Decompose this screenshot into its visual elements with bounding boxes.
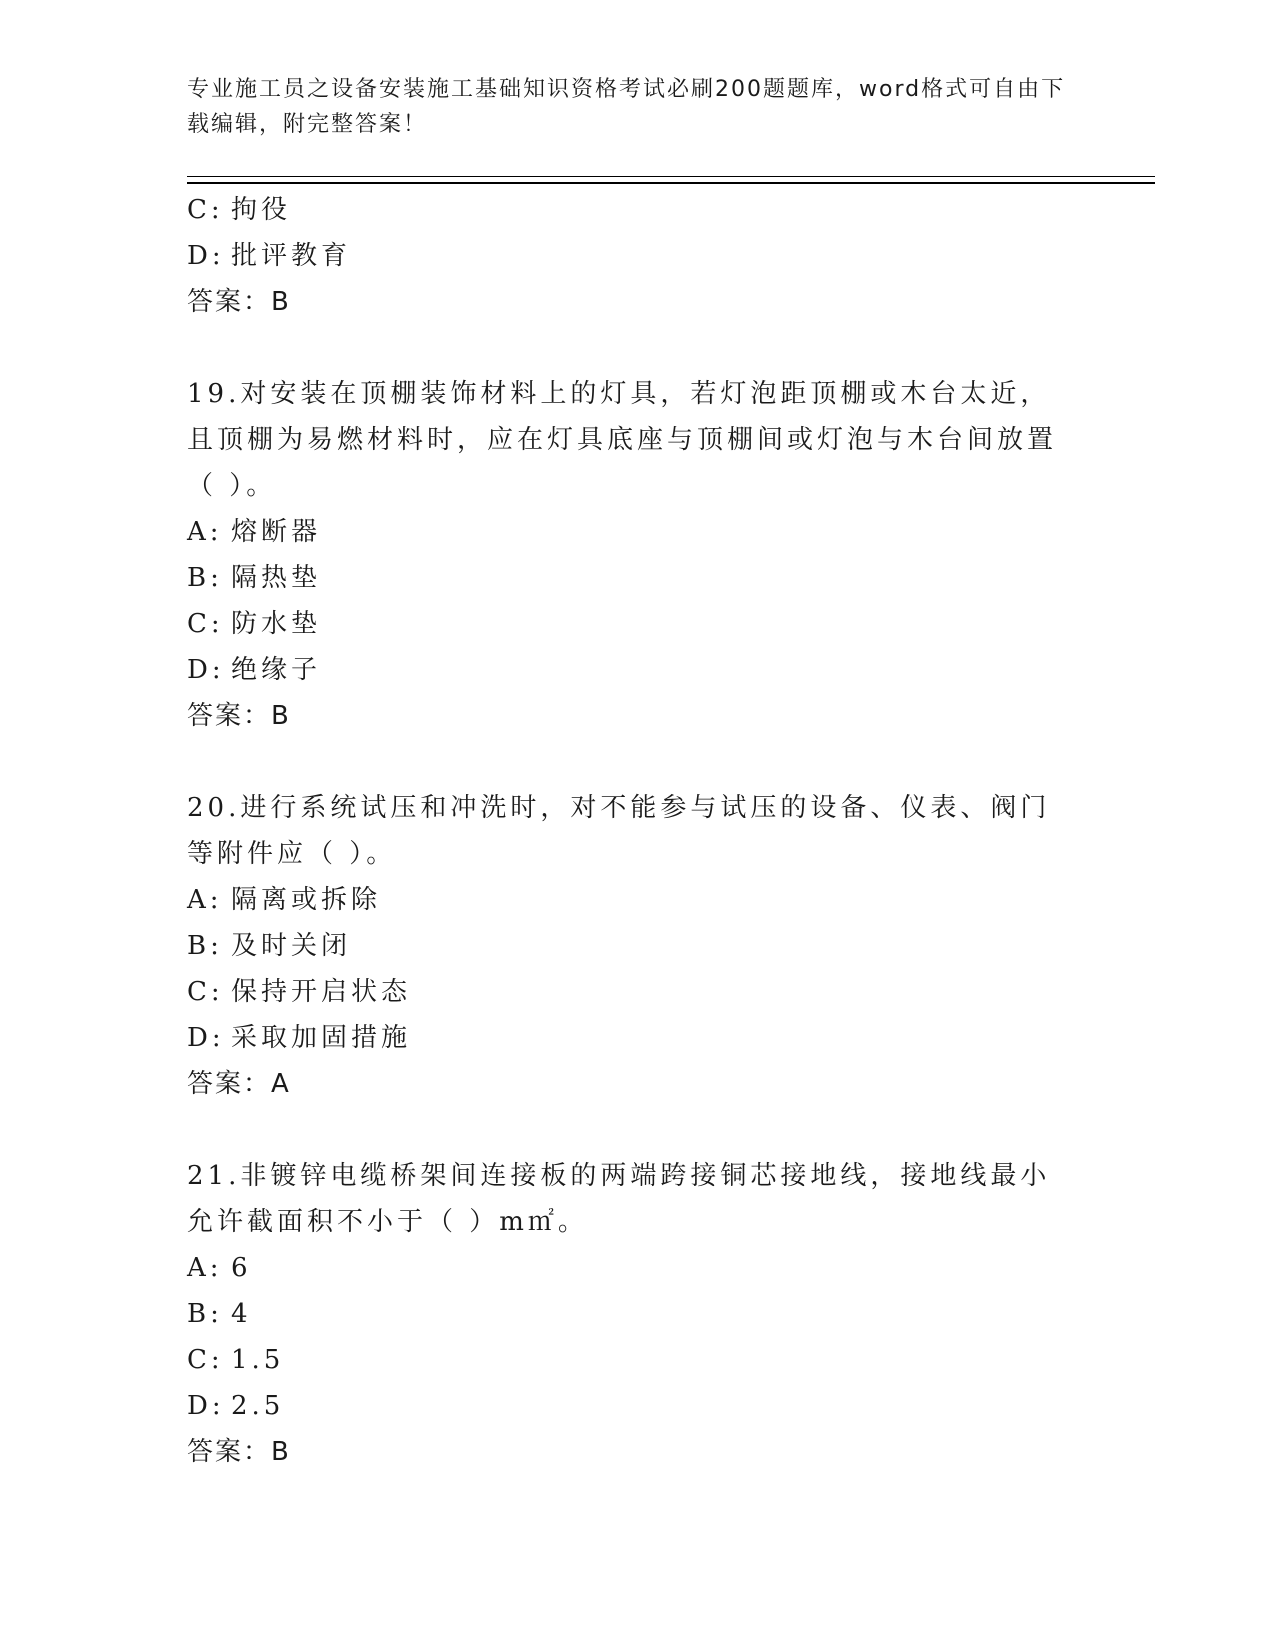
option-d xyxy=(187,647,1067,693)
option-a xyxy=(187,509,1067,555)
option-text: 隔热垫 xyxy=(231,563,322,593)
option-text: 6 xyxy=(231,1253,252,1283)
answer: 答案：B xyxy=(187,1437,291,1467)
option-text: 熔断器 xyxy=(231,517,322,547)
header-rule-thin xyxy=(187,176,1155,177)
spacer xyxy=(187,1107,1067,1153)
option-key: D: xyxy=(187,241,225,271)
question-text: 21.非镀锌电缆桥架间连接板的两端跨接铜芯接地线，接地线最小允许截面积不小于（ ）m㎡。 xyxy=(187,1161,1051,1237)
option-text: 保持开启状态 xyxy=(231,977,412,1007)
option-key: C: xyxy=(187,977,224,1007)
option-key: A: xyxy=(187,517,223,547)
option-key: C: xyxy=(187,1345,224,1375)
option-text: 1.5 xyxy=(231,1345,285,1375)
option-text: 采取加固措施 xyxy=(231,1023,412,1053)
option-d xyxy=(187,1015,1067,1061)
option-key: D: xyxy=(187,1391,225,1421)
option-c xyxy=(187,187,1067,233)
spacer xyxy=(187,739,1067,785)
option-text: 4 xyxy=(231,1299,252,1329)
option-b xyxy=(187,555,1067,601)
option-key: D: xyxy=(187,1023,225,1053)
document-header: 专业施工员之设备安装施工基础知识资格考试必刷200题题库，word格式可自由下载编辑，附完整答案！ xyxy=(187,77,1066,137)
question-21 xyxy=(187,1153,1067,1475)
option-text: 隔离或拆除 xyxy=(231,885,382,915)
option-c xyxy=(187,969,1067,1015)
answer: 答案：B xyxy=(187,287,291,317)
option-d xyxy=(187,1383,1067,1429)
option-c xyxy=(187,1337,1067,1383)
option-key: C: xyxy=(187,195,224,225)
option-key: D: xyxy=(187,655,225,685)
question-text: 19.对安装在顶棚装饰材料上的灯具，若灯泡距顶棚或木台太近，且顶棚为易燃材料时，应在灯具底座与顶棚间或灯泡与木台间放置（ ）。 xyxy=(187,379,1058,501)
answer: 答案：A xyxy=(187,1069,291,1099)
option-b xyxy=(187,1291,1067,1337)
option-text: 2.5 xyxy=(231,1391,285,1421)
option-key: B: xyxy=(187,563,223,593)
option-c xyxy=(187,601,1067,647)
answer: 答案：B xyxy=(187,701,291,731)
option-key: A: xyxy=(187,885,223,915)
option-key: B: xyxy=(187,1299,223,1329)
option-key: C: xyxy=(187,609,224,639)
option-d xyxy=(187,233,1067,279)
option-a xyxy=(187,1245,1067,1291)
continued-question xyxy=(187,187,1067,325)
question-20 xyxy=(187,785,1067,1107)
option-text: 及时关闭 xyxy=(231,931,352,961)
option-key: B: xyxy=(187,931,223,961)
option-b xyxy=(187,923,1067,969)
option-text: 绝缘子 xyxy=(231,655,322,685)
option-text: 批评教育 xyxy=(231,241,352,271)
question-19 xyxy=(187,371,1067,739)
option-text: 防水垫 xyxy=(231,609,322,639)
option-a xyxy=(187,877,1067,923)
question-text: 20.进行系统试压和冲洗时，对不能参与试压的设备、仪表、阀门等附件应（ ）。 xyxy=(187,793,1051,869)
header-rule-thick xyxy=(187,182,1155,184)
option-key: A: xyxy=(187,1253,223,1283)
question-list xyxy=(187,187,1067,1475)
option-text: 拘役 xyxy=(231,195,292,225)
spacer xyxy=(187,325,1067,371)
